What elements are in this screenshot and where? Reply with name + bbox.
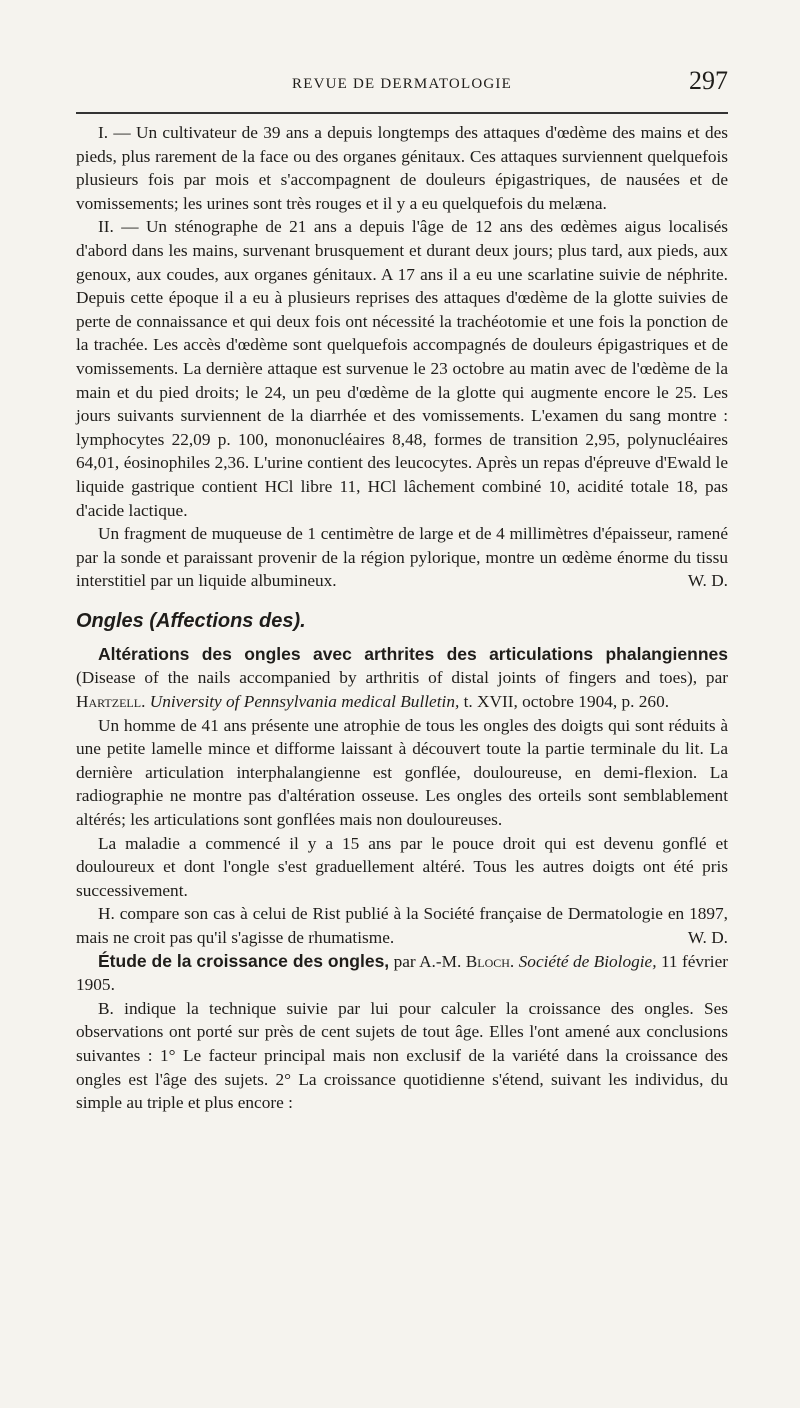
- article-1-paragraph-1: Un homme de 41 ans présente une atrophie de tous les ongles des doigts qui sont réduits à une petite lamelle mince et difforme laissant à découvert toute la partie terminale du lit. La dernière articulation interphalangienne est gonflée, douloureuse, en demi-flexion. La radiographie ne montre pas d'altération osseuse. Les ongles des orteils sont semblablement altérés; les articulations sont gonflées mais non douloureuses.: [76, 715, 728, 830]
- article-1-paragraph-3-text: H. compare son cas à celui de Rist publié à la Société française de Dermatologie en 1897, mais ne croit pas qu'il s'agisse de rhumatisme.: [76, 904, 728, 947]
- signature: W. D.: [687, 928, 728, 947]
- page-header: [76, 68, 728, 104]
- article-1-header: [76, 643, 728, 714]
- article-2-author: Bloch.: [465, 951, 515, 971]
- fragment-text: Un fragment de muqueuse de 1 centimètre de large et de 4 millimètres d'épaisseur, ramené par la sonde et paraissant provenir de la région pylorique, montre un œdème énorme du tissu interstitiel par un liquide albumineux.: [76, 524, 728, 591]
- case-1-paragraph: I. — Un cultivateur de 39 ans a depuis longtemps des attaques d'œdème des mains et des pieds, plus rarement de la face ou des organes génitaux. Ces attaques surviennent quelquefois plusieurs fois par mois et s'accompagnent de douleurs épigastriques, de nausées et de vomissements; les urines sont très rouges et il y a eu quelquefois du melæna.: [76, 123, 728, 213]
- article-1-journal: University of Pennsylvania medical Bulletin,: [149, 692, 460, 712]
- article-1-author: Hartzell.: [76, 692, 146, 712]
- article-1-paragraph-3: [76, 902, 728, 949]
- article-1-subtitle: (Disease of the nails accompanied by arthritis of distal joints of fingers and toes), par: [76, 668, 728, 688]
- article-1-paragraph-2: La maladie a commencé il y a 15 ans par le pouce droit qui est devenu gonflé et douloureux et dont l'ongle s'est graduellement altéré. Tous les autres doigts ont été pris successivement.: [76, 833, 728, 900]
- header-rule: [76, 112, 728, 114]
- case-2-paragraph: II. — Un sténographe de 21 ans a depuis l'âge de 12 ans des œdèmes aigus localisés d'abord dans les mains, survenant brusquement et durant deux jours; plus tard, aux pieds, aux genoux, aux coudes, aux organes génitaux. A 17 ans il a eu une scarlatine suivie de néphrite. Depuis cette époque il a eu à plusieurs reprises des attaques d'œdème de la glotte suivies de perte de connaissance et qui deux fois ont nécessité la trachéotomie et une fois la ponction de la trachée. Les accès d'œdème sont quelquefois accompagnés de douleurs épigastriques et de vomissements. La dernière attaque est survenue le 23 octobre au matin avec de l'œdème de la main et du pied droits; le 24, un peu d'œdème de la glotte qui augmente encore le 25. Les jours suivants surviennent de la diarrhée et des vomissements. L'examen du sang montre : lymphocytes 22,09 p. 100, mononucléaires 8,48, formes de transition 2,95, polynucléaires 64,01, éosinophiles 2,36. L'urine contient des leucocytes. Après un repas d'épreuve d'Ewald le liquide gastrique contient HCl libre 11, HCl lâchement combiné 10, acidité totale 18, pas d'acide lactique.: [76, 217, 728, 520]
- article-1-title: Altérations des ongles avec arthrites des articulations phalangiennes: [98, 643, 728, 664]
- section-heading: Ongles (Affections des).: [76, 609, 306, 632]
- article-2-title: Étude de la croissance des ongles,: [98, 950, 390, 971]
- running-head: REVUE DE DERMATOLOGIE: [292, 76, 512, 92]
- page-body: [76, 121, 728, 1115]
- article-2-citation: 11 février 1905.: [76, 951, 729, 995]
- article-1-citation: t. XVII, octobre 1904, p. 260.: [463, 692, 670, 712]
- fragment-paragraph: [76, 522, 728, 593]
- article-2-header: [76, 950, 728, 997]
- page-number: 297: [689, 66, 728, 95]
- signature: W. D.: [687, 571, 728, 591]
- article-2-paragraph-1: B. indique la technique suivie par lui pour calculer la croissance des ongles. Ses observations ont porté sur près de cent sujets de tout âge. Elles l'ont amené aux conclusions suivantes : 1° Le facteur principal mais non exclusif de la variété dans la croissance des ongles est l'âge des sujets. 2° La croissance quotidienne s'étend, suivant les individus, du simple au triple et plus encore :: [76, 998, 728, 1113]
- article-2-author-prefix: par A.-M.: [393, 951, 462, 971]
- article-2-journal: Société de Biologie,: [518, 951, 657, 971]
